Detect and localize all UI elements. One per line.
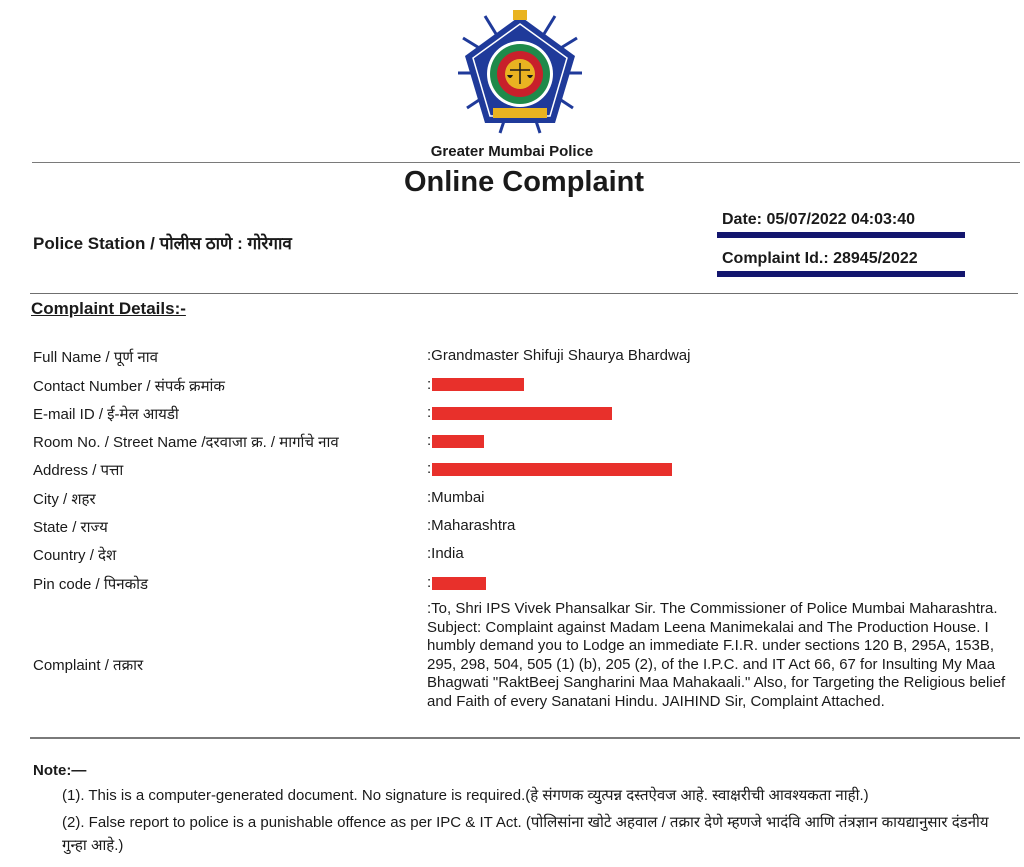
field-label-full-name: Full Name / पूर्ण नाव — [33, 349, 158, 366]
note-heading: Note:— — [33, 762, 87, 779]
note-item-1: (1). This is a computer-generated document. No signature is required.(हे संगणक व्युत्पन्न दस्तऐवज आहे. स्वाक्षरीची आवश्यकता नाही.) — [62, 787, 869, 804]
redaction-bar-contact — [432, 378, 524, 391]
section-divider — [30, 293, 1018, 294]
field-label-room-street: Room No. / Street Name /दरवाजा क्र. / मार्गाचे नाव — [33, 434, 339, 451]
field-value-contact-number: : — [427, 376, 432, 393]
field-label-complaint: Complaint / तक्रार — [33, 657, 144, 674]
date-underline-bar — [717, 232, 965, 238]
redaction-bar-address — [432, 463, 672, 476]
field-label-country: Country / देश — [33, 547, 117, 564]
field-value-room-street: : — [427, 432, 432, 449]
field-value-state: :Maharashtra — [427, 517, 516, 534]
field-value-complaint: :To, Shri IPS Vivek Phansalkar Sir. The Commissioner of Police Mumbai Maharashtra. Subject: Complaint against Madam Leena Manimekalai and The Production House. I humbly demand you to Lodge an immediate F.I.R. under sections 120 B, 295A, 153B, 295, 298, 504, 505 (1) (b), 205 (2), of the I.P.C. and IT Act 66, 67 for Insulting My Maa Bhagwati "RaktBeej Sangharini Maa Mahakaali." Also, for Targeting the Religious belief and Faith of every Sanatani Hindu. JAIHIND Sir, Complaint Attached. — [427, 600, 1006, 710]
bottom-divider — [30, 737, 1020, 739]
police-emblem-logo — [455, 8, 585, 138]
complaint-id-underline-bar — [717, 271, 965, 277]
redaction-bar-room-street — [432, 435, 484, 448]
field-label-address: Address / पत्ता — [33, 462, 124, 479]
field-label-state: State / राज्य — [33, 519, 108, 536]
complaint-details-heading: Complaint Details:- — [31, 299, 186, 318]
note-item-2: (2). False report to police is a punishable offence as per IPC & IT Act. (पोलिसांना खोटे अहवाल / तक्रार देणे म्हणजे भादंवि आणि तंत्रज्ञान कायद्यानुसार दंडनीय गुन्हा आहे.) — [62, 814, 989, 854]
page-title: Online Complaint — [403, 166, 645, 198]
field-value-address: : — [427, 460, 432, 477]
field-value-country: :India — [427, 545, 464, 562]
field-label-contact-number: Contact Number / संपर्क क्रमांक — [33, 378, 225, 395]
complaint-id: Complaint Id.: 28945/2022 — [722, 250, 918, 267]
redaction-bar-pin-code — [432, 577, 486, 590]
field-value-full-name: :Grandmaster Shifuji Shaurya Bhardwaj — [427, 347, 691, 364]
top-divider — [32, 162, 1020, 163]
field-label-email: E-mail ID / ई-मेल आयडी — [33, 406, 179, 423]
field-label-pin-code: Pin code / पिनकोड — [33, 576, 149, 593]
field-value-email: : — [427, 404, 432, 421]
organization-name: Greater Mumbai Police — [430, 143, 594, 160]
redaction-bar-email — [432, 407, 612, 420]
complaint-date: Date: 05/07/2022 04:03:40 — [722, 211, 916, 228]
field-value-city: :Mumbai — [427, 489, 485, 506]
field-value-pin-code: : — [427, 574, 432, 591]
police-station: Police Station / पोलीस ठाणे : गोरेगाव — [33, 234, 292, 253]
field-label-city: City / शहर — [33, 491, 96, 508]
